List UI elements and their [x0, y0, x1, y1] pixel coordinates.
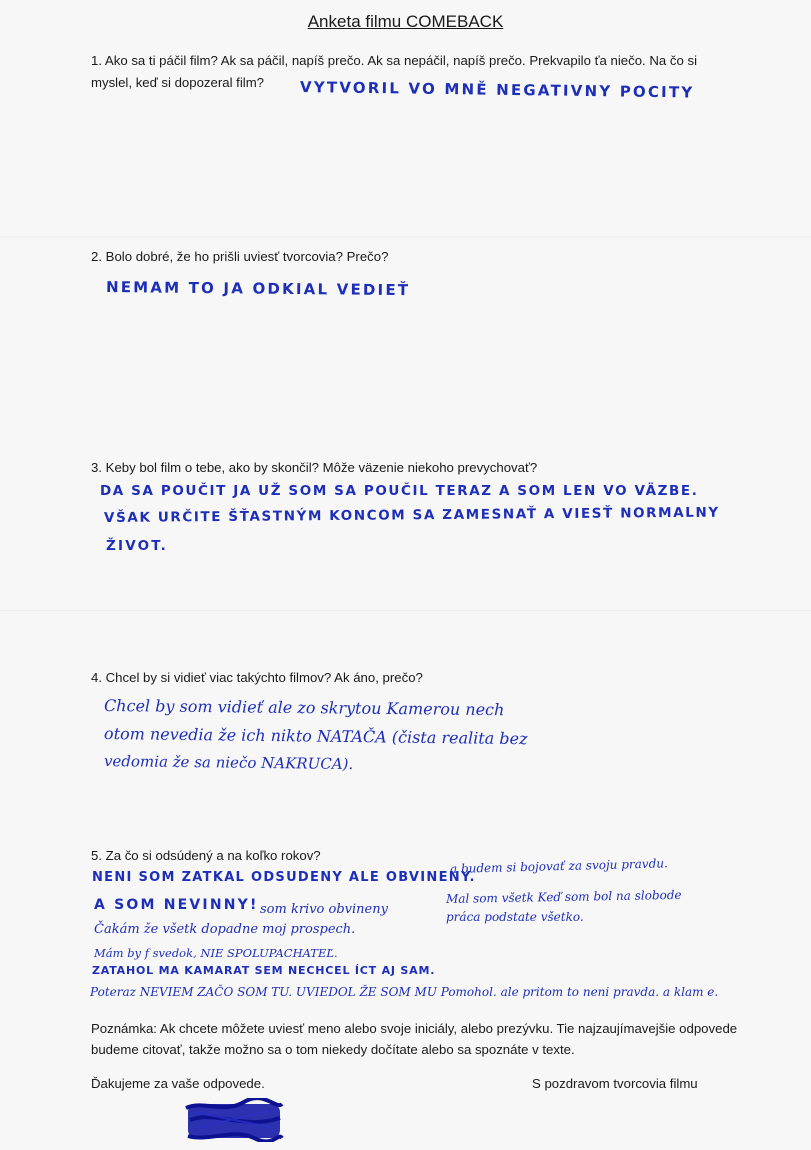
answer-4-line-3: vedomia že sa niečo NAKRUCA).	[103, 752, 354, 774]
question-1: 1. Ako sa ti páčil film? Ak sa páčil, napíš prečo. Ak sa nepáčil, napíš prečo. Prekvapilo ťa niečo. Na čo si myslel, keď si dopozeral film?	[91, 53, 698, 90]
answer-3-line-3: ŽIVOT.	[106, 538, 168, 554]
answer-2: NEMAM TO JA ODKIAL VEDIEŤ	[105, 278, 411, 300]
regards-text: S pozdravom tvorcovia filmu	[532, 1076, 698, 1091]
answer-5-line-1-right: a budem si bojovať za svoju pravdu.	[449, 856, 668, 876]
answer-3-line-1: DA SA POUČIT JA UŽ SOM SA POUČIL TERAZ A SOM LEN VO VÄZBE.	[100, 483, 699, 499]
question-3: 3. Keby bol film o tebe, ako by skončil? Môže väzenie niekoho prevychovať?	[91, 460, 538, 475]
answer-5-right-block-1: Mal som všetk Keď som bol na slobode	[445, 887, 682, 906]
answer-4-line-1: Chcel by som vidieť ale zo skrytou Kamerou nech	[103, 696, 505, 720]
answer-5-line-4: Mám by f svedok, NIE SPOLUPACHATEĽ.	[94, 946, 338, 960]
answer-5-line-1: NENI SOM ZATKAL ODSUDENY ALE OBVINENY.	[92, 870, 476, 885]
redacted-signature-scribble	[184, 1098, 284, 1142]
answer-5-line-6: Poteraz NEVIEM ZAČO SOM TU. UVIEDOL ŽE SOM MU Pomohol. ale pritom to neni pravda. a klam e.	[90, 985, 719, 999]
thanks-text: Ďakujeme za vaše odpovede.	[91, 1076, 265, 1091]
question-5: 5. Za čo si odsúdený a na koľko rokov?	[91, 848, 321, 863]
question-4: 4. Chcel by si vidieť viac takýchto filmov? Ak áno, prečo?	[91, 670, 423, 685]
answer-3-line-2: VŠAK URČITE ŠŤASTNÝM KONCOM SA ZAMESNAŤ A VIESŤ NORMALNY	[103, 504, 720, 526]
answer-1: VYTVORIL VO MNĚ NEGATIVNY POCITY	[299, 78, 695, 102]
answer-5-line-2-cursive: som krivo obvineny	[260, 902, 388, 917]
answer-5-line-5: ZATAHOL MA KAMARAT SEM NECHCEL ÍCT AJ SAM.	[92, 964, 436, 977]
page-title: Anketa filmu COMEBACK	[307, 12, 504, 31]
paper-fold	[0, 236, 811, 238]
answer-5-line-2: A SOM NEVINNY!	[94, 897, 259, 913]
question-2: 2. Bolo dobré, že ho prišli uviesť tvorcovia? Prečo?	[91, 249, 389, 264]
answer-4-line-2: otom nevedia že ich nikto NATAČA (čista realita bez	[103, 724, 528, 749]
paper-fold	[0, 610, 811, 612]
answer-5-line-3: Čakám že všetk dopadne moj prospech.	[94, 922, 356, 937]
answer-5-right-block-2: práca podstate všetko.	[446, 910, 584, 924]
note: Poznámka: Ak chcete môžete uviesť meno alebo svoje iniciály, alebo prezývku. Tie najzaujímavejšie odpovede budeme citovať, takže možno sa o tom niekedy dočítate alebo sa spoznáte v texte.	[91, 1021, 738, 1057]
